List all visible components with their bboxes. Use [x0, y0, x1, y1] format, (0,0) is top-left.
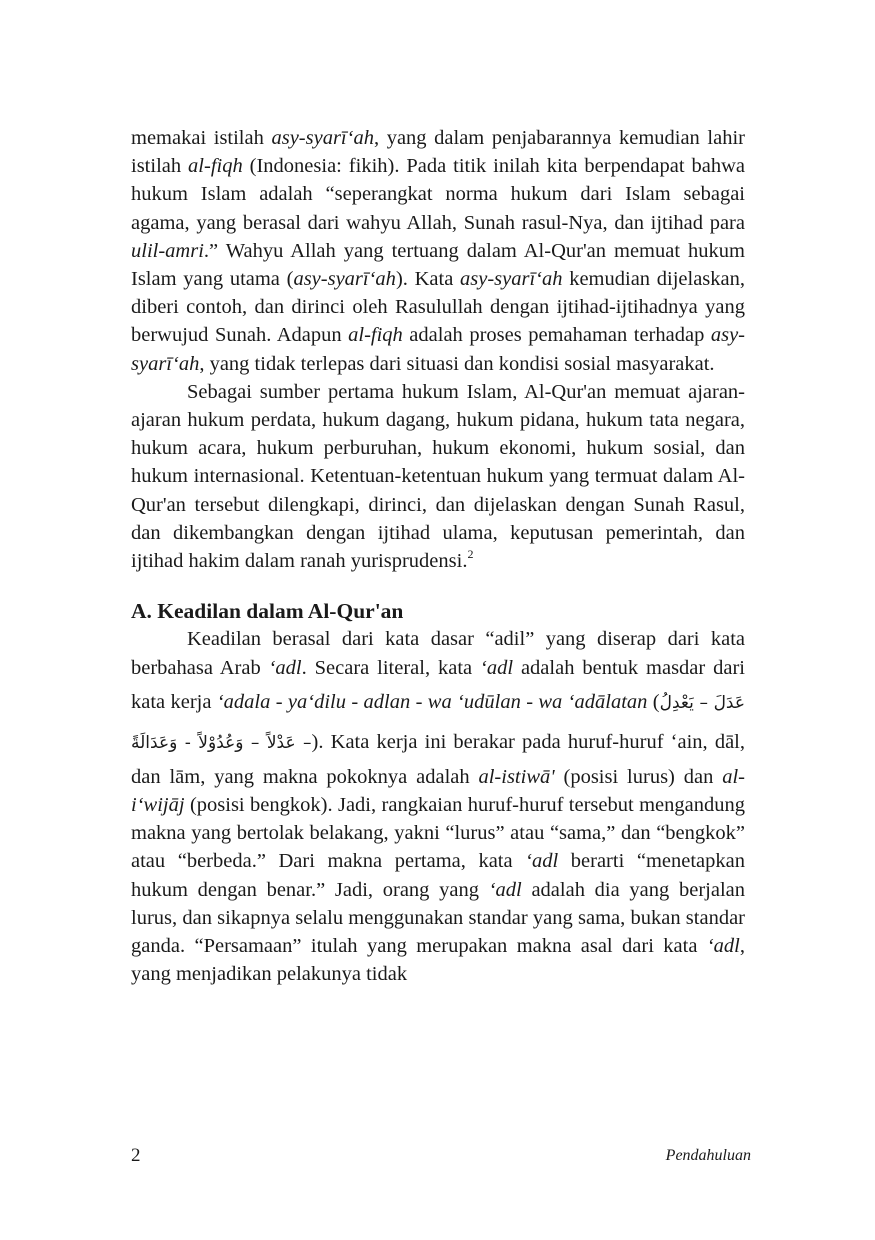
term-adl: ‘adl — [525, 850, 559, 873]
running-title: Pendahuluan — [665, 1147, 751, 1164]
paragraph-3: Keadilan berasal dari kata dasar “adil” yang diserap dari kata berbahasa Arab ‘adl. Secara literal, kata ‘adl adalah bentuk masdar dari kata kerja ‘adala - ya‘dilu - adlan - wa ‘udūlan - wa ‘adālatan (عَدَلَ – يَعْدِلُ – عَدْلاً – وَعُدُوْلاً - وَعَدَالَةً). Kata kerja ini berakar pada huruf-huruf ‘ain, dāl, dan lām, yang makna pokoknya adalah al-istiwā' (posisi lurus) dan al-i‘wijāj (posisi bengkok). Jadi, rangkaian huruf-huruf tersebut mengandung makna yang bertolak belakang, yakni “lurus” atau “sama,” dan “bengkok” atau “berbeda.” Dari makna pertama, kata ‘adl berarti “menetapkan hukum dengan benar.” Jadi, orang yang ‘adl adalah dia yang berjalan lurus, dan sikapnya selalu menggunakan standar yang sama, bukan standar ganda. “Persamaan” itulah yang merupakan makna asal dari kata ‘adl, yang menjadikan pelakunya tidak — [131, 628, 746, 986]
term-al-iwijaj: al-i‘wijāj — [131, 765, 745, 817]
verb-conjugation: ‘adala - ya‘dilu - adlan - wa ‘udūlan - wa ‘adālatan — [216, 690, 648, 713]
page-number: 2 — [131, 1145, 141, 1166]
body-text — [131, 124, 745, 988]
term-adl: ‘adl — [488, 878, 522, 901]
term-al-istiwa: al-istiwā' — [478, 765, 555, 788]
term-adl: ‘adl — [268, 656, 302, 679]
term-al-fiqh: al-fiqh — [348, 324, 403, 347]
term-al-fiqh: al-fiqh — [188, 155, 243, 178]
term-ulil-amri: ulil-amri — [131, 239, 204, 262]
term-asy-syariah: asy-syarī‘ah — [460, 268, 563, 291]
term-asy-syariah: asy-syarī‘ah — [131, 324, 746, 375]
term-asy-syariah: asy-syarī‘ah — [293, 268, 396, 291]
footnote-marker[interactable]: 2 — [467, 547, 474, 562]
arabic-conjugation: عَدَلَ – يَعْدِلُ – عَدْلاً – وَعُدُوْلاً - وَعَدَالَةً — [131, 692, 746, 753]
term-asy-syariah: asy-syarī‘ah — [271, 127, 374, 149]
section-heading: A. Keadilan dalam Al-Qur'an — [131, 599, 404, 624]
paragraph-1: memakai istilah asy-syarī‘ah, yang dalam penjabarannya kemudian lahir istilah al-fiqh (Indonesia: fikih). Pada titik inilah kita berpendapat bahwa hukum Islam adalah “seperangkat norma hukum dari Islam sebagai agama, yang berasal dari wahyu Allah, Sunah rasul-Nya, dan ijtihad para ulil-amri.” Wahyu Allah yang tertuang dalam Al-Qur'an memuat hukum Islam yang utama (asy-syarī‘ah). Kata asy-syarī‘ah kemudian dijelaskan, diberi contoh, dan dirinci oleh Rasulullah dengan ijtihad-ijtihadnya yang berwujud Sunah. Adapun al-fiqh adalah proses pemahaman terhadap asy-syarī‘ah, yang tidak terlepas dari situasi dan kondisi sosial masyarakat. — [131, 127, 746, 375]
term-adl: ‘adl — [706, 935, 740, 958]
term-adl: ‘adl — [480, 656, 514, 679]
paragraph-2: Sebagai sumber pertama hukum Islam, Al-Qur'an memuat ajaran-ajaran hukum perdata, hukum dagang, hukum pidana, hukum tata negara, hukum acara, hukum perburuhan, hukum ekonomi, hukum sosial, dan hukum internasional. Ketentuan-ketentuan hukum yang termuat dalam Al-Qur'an tersebut dilengkapi, dirinci, dan dijelaskan dengan Sunah Rasul, dan dikembangkan dengan ijtihad ulama, keputusan pemerintah, dan ijtihad hakim dalam ranah yurisprudensi.$^2$ — [131, 380, 745, 573]
